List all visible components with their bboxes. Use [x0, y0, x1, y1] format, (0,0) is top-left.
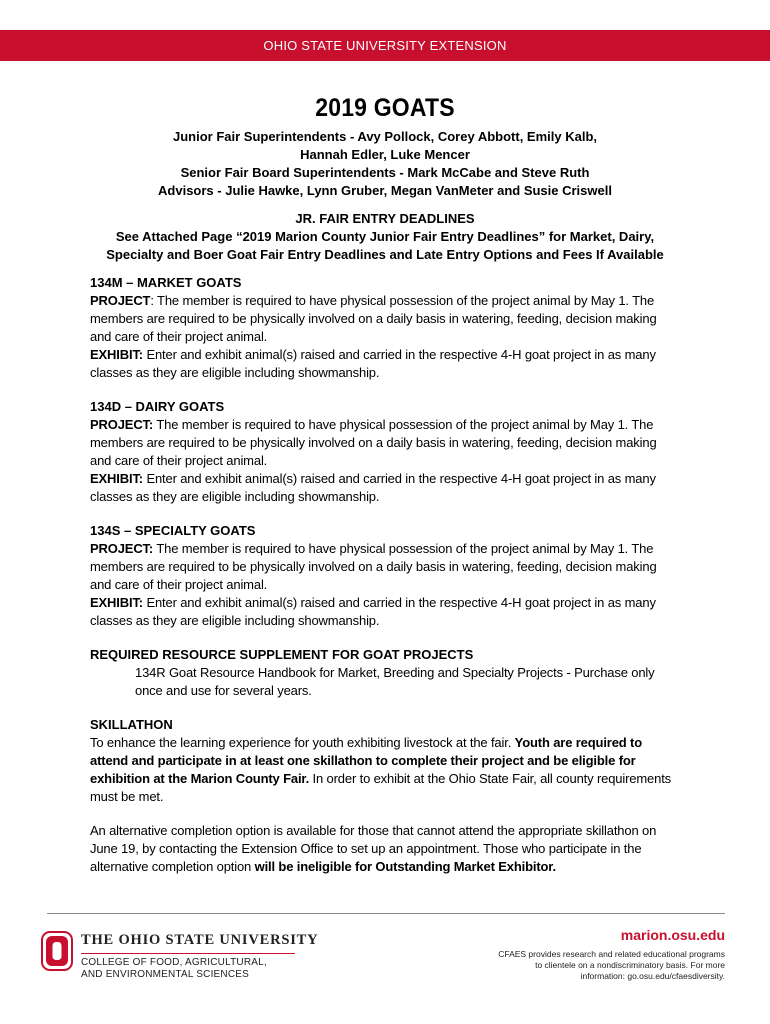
exhibit-text: Enter and exhibit animal(s) raised and carried in the respective 4-H goat project in as many classes as they are eligible including showmanship.: [90, 595, 656, 628]
specialty-goats-section: [90, 522, 680, 630]
section-heading: 134S – SPECIALTY GOATS: [90, 523, 256, 538]
exhibit-label: EXHIBIT:: [90, 471, 143, 486]
junior-superintendents-line-2: Hannah Edler, Luke Mencer: [300, 147, 470, 162]
nondiscrimination-note: CFAES provides research and related educational programs to clientele on a nondiscriminatory basis. For more information: go.osu.edu/cfaesdiversity.: [498, 949, 725, 981]
project-paragraph: [90, 292, 680, 346]
exhibit-text: Enter and exhibit animal(s) raised and carried in the respective 4-H goat project in as many classes as they are eligible including showmanship.: [90, 347, 656, 380]
skillathon-paragraph-1: [90, 734, 680, 806]
skillathon-state-fair-note: In order to exhibit at the Ohio State Fair, all county requirements must be met.: [90, 771, 672, 804]
college-name-line-2: AND ENVIRONMENTAL SCIENCES: [81, 969, 250, 980]
junior-superintendents-line: Junior Fair Superintendents - Avy Pollock, Corey Abbott, Emily Kalb,: [172, 129, 597, 144]
section-heading: SKILLATHON: [90, 717, 173, 732]
exhibit-label: EXHIBIT:: [90, 347, 143, 362]
project-label: PROJECT:: [90, 417, 154, 432]
extension-banner: OHIO STATE UNIVERSITY EXTENSION: [0, 30, 770, 61]
document-body: [90, 94, 680, 876]
exhibit-paragraph: [90, 594, 680, 630]
university-name: THE OHIO STATE UNIVERSITY: [81, 932, 319, 948]
project-text: The member is required to have physical possession of the project animal by May 1. The members are required to be physically involved on a daily basis in watering, feeding, decision making and care of their project animal.: [90, 541, 657, 592]
market-goats-section: [90, 274, 680, 382]
university-underline: [81, 953, 295, 954]
deadlines-heading: JR. FAIR ENTRY DEADLINES: [295, 211, 475, 226]
project-paragraph: [90, 540, 680, 594]
deadlines-line-1: See Attached Page “2019 Marion County Junior Fair Entry Deadlines” for Market, Dairy,: [115, 229, 655, 244]
page-title: 2019 GOATS: [315, 94, 455, 122]
section-heading: 134D – DAIRY GOATS: [90, 399, 225, 414]
ineligibility-note: will be ineligible for Outstanding Market Exhibitor.: [254, 859, 556, 874]
footer-divider: [47, 913, 725, 914]
resource-supplement-section: [90, 646, 680, 700]
exhibit-paragraph: [90, 470, 680, 506]
section-heading: 134M – MARKET GOATS: [90, 275, 242, 290]
dairy-goats-section: [90, 398, 680, 506]
section-heading: REQUIRED RESOURCE SUPPLEMENT FOR GOAT PROJECTS: [90, 647, 474, 662]
deadlines-line-2: Specialty and Boer Goat Fair Entry Deadlines and Late Entry Options and Fees If Available: [106, 247, 664, 262]
skillathon-requirement: Youth are required to attend and participate in at least one skillathon to complete their project and be eligible for exhibition at the Marion County Fair.: [90, 735, 643, 786]
project-separator: :: [150, 293, 154, 308]
exhibit-paragraph: [90, 346, 680, 382]
senior-superintendents-line: Senior Fair Board Superintendents - Mark McCabe and Steve Ruth: [180, 165, 590, 180]
project-label: PROJECT: [90, 293, 151, 308]
block-o-logo-icon: [41, 931, 73, 971]
skillathon-text: To enhance the learning experience for youth exhibiting livestock at the fair.: [90, 735, 515, 750]
website-link[interactable]: marion.osu.edu: [620, 927, 725, 943]
alternative-option-text: An alternative completion option is available for those that cannot attend the appropriate skillathon on June 19, by contacting the Extension Office to set up an appointment. Those who participate in the alternative completion option: [90, 823, 657, 874]
project-paragraph: [90, 416, 680, 470]
college-name-line-1: COLLEGE OF FOOD, AGRICULTURAL,: [81, 957, 267, 968]
supplement-text: 134R Goat Resource Handbook for Market, Breeding and Specialty Projects - Purchase only once and use for several years.: [135, 665, 655, 698]
project-text: The member is required to have physical possession of the project animal by May 1. The members are required to be physically involved on a daily basis in watering, feeding, decision making and care of their project animal.: [90, 417, 657, 468]
project-label: PROJECT:: [90, 541, 154, 556]
exhibit-text: Enter and exhibit animal(s) raised and carried in the respective 4-H goat project in as many classes as they are eligible including showmanship.: [90, 471, 656, 504]
advisors-line: Advisors - Julie Hawke, Lynn Gruber, Megan VanMeter and Susie Criswell: [158, 183, 612, 198]
exhibit-label: EXHIBIT:: [90, 595, 143, 610]
project-text: The member is required to have physical possession of the project animal by May 1. The members are required to be physically involved on a daily basis in watering, feeding, decision making and care of their project animal.: [90, 293, 657, 344]
skillathon-section: [90, 716, 680, 876]
skillathon-paragraph-2: [90, 822, 680, 876]
